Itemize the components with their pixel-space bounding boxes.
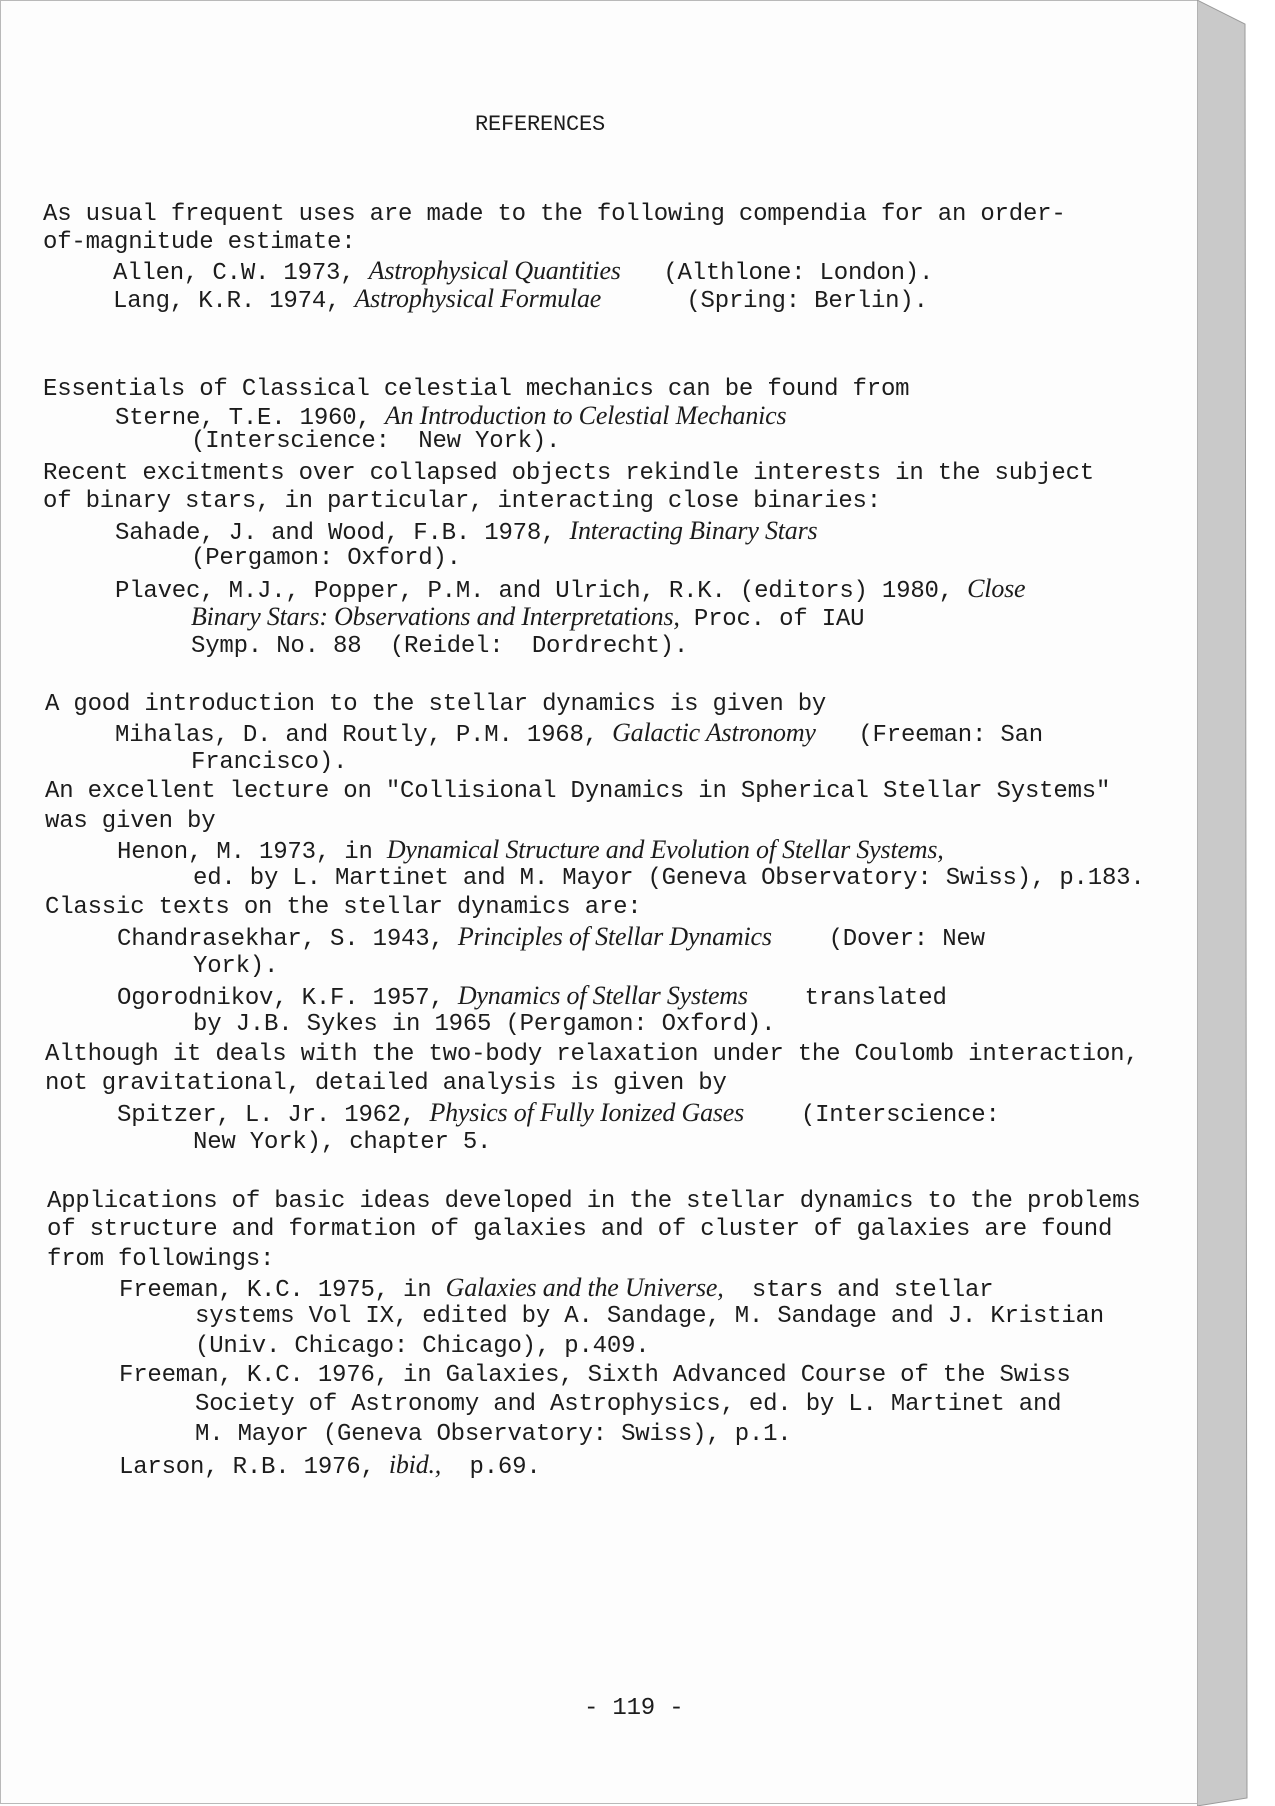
reference-entry: Sahade, J. and Wood, F.B. 1978, Interacting Binary Stars <box>115 516 818 547</box>
reference-entry: Allen, C.W. 1973, Astrophysical Quantities (Althlone: London). <box>113 256 934 287</box>
reference-entry: Ogorodnikov, K.F. 1957, Dynamics of Stellar Systems translated <box>117 981 947 1012</box>
text-line: A good introduction to the stellar dynamics is given by <box>45 691 827 718</box>
reference-continuation: (Univ. Chicago: Chicago), p.409. <box>195 1333 650 1360</box>
text-line: Recent excitments over collapsed objects rekindle interests in the subject <box>43 460 1094 487</box>
italic-title: Binary Stars: Observations and Interpretations, <box>191 602 680 631</box>
italic-title: An Introduction to Celestial Mechanics <box>384 401 787 430</box>
italic-title: Close <box>967 574 1026 603</box>
italic-title: Galaxies and the Universe, <box>445 1273 724 1302</box>
text-line: of structure and formation of galaxies and of cluster of galaxies are found <box>47 1216 1113 1243</box>
text-line: Essentials of Classical celestial mechanics can be found from <box>43 376 910 403</box>
page-title: REFERENCES <box>475 112 606 137</box>
italic-title: Astrophysical Formulae <box>354 284 602 313</box>
reference-entry: Larson, R.B. 1976, ibid., p.69. <box>119 1450 541 1481</box>
reference-continuation: York). <box>193 953 279 980</box>
text-line: of binary stars, in particular, interacting close binaries: <box>43 488 881 515</box>
reference-entry: Plavec, M.J., Popper, P.M. and Ulrich, R.K. (editors) 1980, Close <box>115 574 1026 605</box>
italic-title: Galactic Astronomy <box>612 718 816 747</box>
reference-continuation: Symp. No. 88 (Reidel: Dordrecht). <box>191 633 689 660</box>
reference-entry: Freeman, K.C. 1975, in Galaxies and the Universe, stars and stellar <box>119 1273 994 1304</box>
reference-entry: Lang, K.R. 1974, Astrophysical Formulae (Spring: Berlin). <box>113 284 928 315</box>
text-line: was given by <box>45 808 216 835</box>
reference-continuation: Binary Stars: Observations and Interpretations, Proc. of IAU <box>191 602 865 633</box>
text-line: not gravitational, detailed analysis is given by <box>45 1070 727 1097</box>
text-line: As usual frequent uses are made to the following compendia for an order- <box>43 201 1066 228</box>
text-line: of-magnitude estimate: <box>43 229 356 256</box>
italic-title: Dynamical Structure and Evolution of Stellar Systems, <box>386 835 944 864</box>
page-edge <box>1197 0 1275 1806</box>
reference-continuation: (Pergamon: Oxford). <box>191 545 461 572</box>
reference-continuation: systems Vol IX, edited by A. Sandage, M. Sandage and J. Kristian <box>195 1303 1104 1330</box>
text-line: from followings: <box>47 1246 275 1273</box>
italic-title: ibid., <box>388 1450 442 1479</box>
reference-entry: Sterne, T.E. 1960, An Introduction to Celestial Mechanics <box>115 401 787 432</box>
reference-continuation: (Interscience: New York). <box>191 428 561 455</box>
reference-entry: Chandrasekhar, S. 1943, Principles of Stellar Dynamics (Dover: New <box>117 922 985 953</box>
text-line: Classic texts on the stellar dynamics are: <box>45 894 642 921</box>
text-line: Although it deals with the two-body relaxation under the Coulomb interaction, <box>45 1041 1139 1068</box>
reference-entry: Spitzer, L. Jr. 1962, Physics of Fully Ionized Gases (Interscience: <box>117 1098 1000 1129</box>
reference-continuation: M. Mayor (Geneva Observatory: Swiss), p.1. <box>195 1421 792 1448</box>
italic-title: Astrophysical Quantities <box>368 256 621 285</box>
reference-continuation: Francisco). <box>191 749 348 776</box>
italic-title: Principles of Stellar Dynamics <box>457 922 772 951</box>
reference-entry: Mihalas, D. and Routly, P.M. 1968, Galactic Astronomy (Freeman: San <box>115 718 1043 749</box>
italic-title: Interacting Binary Stars <box>569 516 818 545</box>
italic-title: Physics of Fully Ionized Gases <box>429 1098 745 1127</box>
text-line: Applications of basic ideas developed in the stellar dynamics to the problems <box>47 1188 1141 1215</box>
reference-continuation: Society of Astronomy and Astrophysics, ed. by L. Martinet and <box>195 1391 1062 1418</box>
italic-title: Dynamics of Stellar Systems <box>457 981 748 1010</box>
page-number: - 119 - <box>584 1695 684 1722</box>
reference-entry: Freeman, K.C. 1976, in Galaxies, Sixth Advanced Course of the Swiss <box>119 1362 1071 1389</box>
reference-continuation: New York), chapter 5. <box>193 1129 492 1156</box>
reference-continuation: by J.B. Sykes in 1965 (Pergamon: Oxford). <box>193 1011 776 1038</box>
reference-entry: Henon, M. 1973, in Dynamical Structure and Evolution of Stellar Systems, <box>117 835 944 866</box>
reference-continuation: ed. by L. Martinet and M. Mayor (Geneva Observatory: Swiss), p.183. <box>193 865 1145 892</box>
text-line: An excellent lecture on "Collisional Dynamics in Spherical Stellar Systems" <box>45 778 1111 805</box>
